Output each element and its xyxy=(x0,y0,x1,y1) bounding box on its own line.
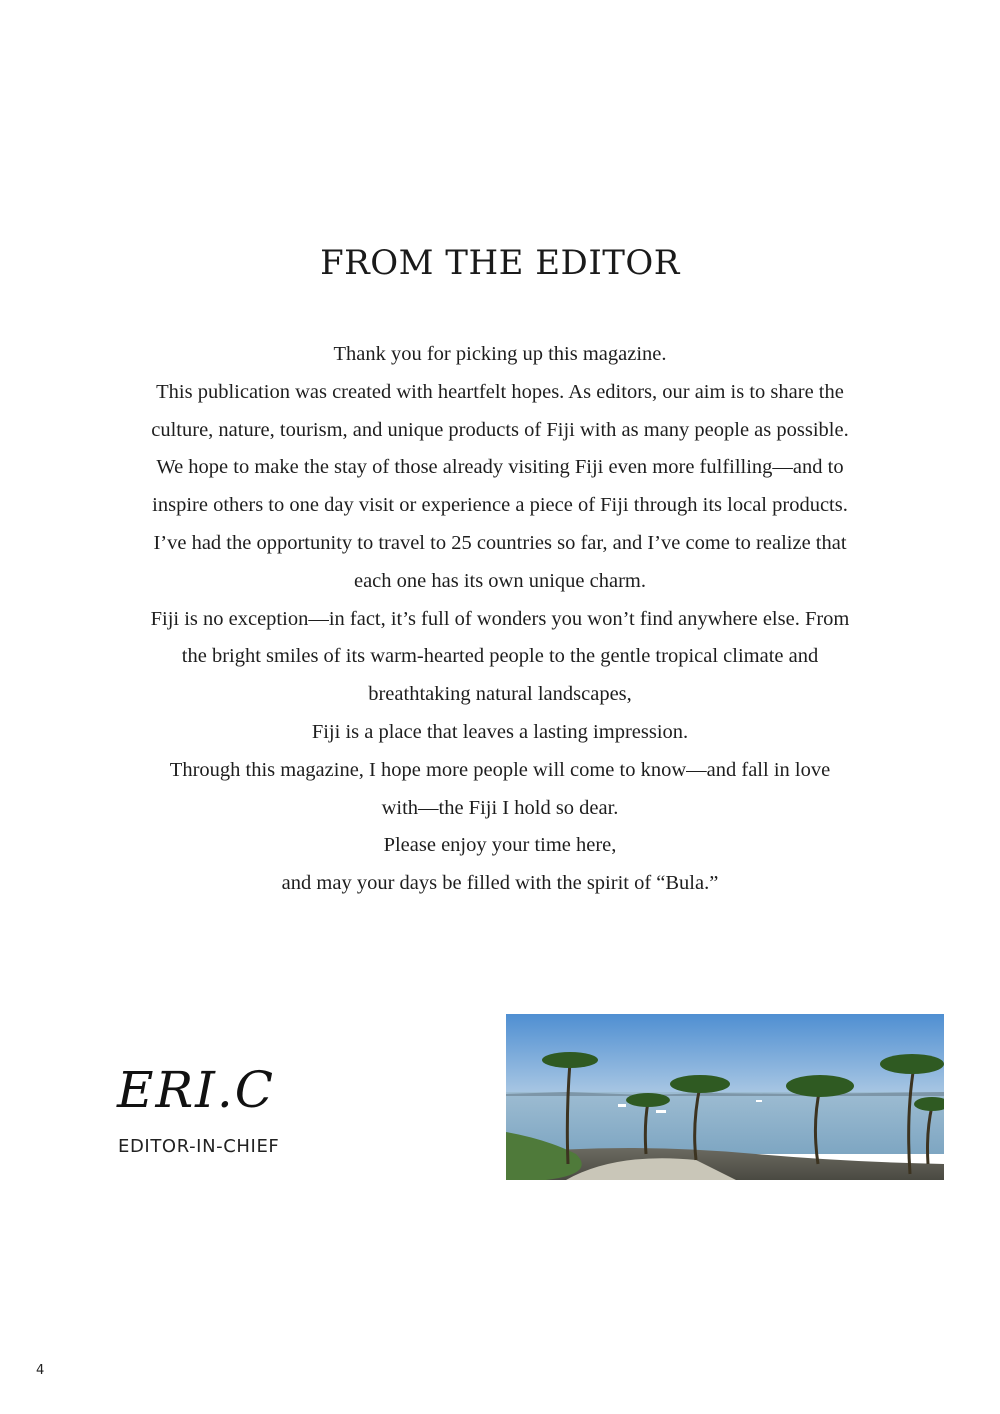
editor-role: EDITOR-IN-CHIEF xyxy=(118,1136,280,1157)
editor-signature: ERI.C xyxy=(117,1061,276,1119)
letter-paragraph: I’ve had the opportunity to travel to 25 countries so far, and I’ve come to realize that each one has its own unique charm. xyxy=(153,531,847,592)
beach-photo xyxy=(506,1014,944,1180)
letter-paragraph: Please enjoy your time here, xyxy=(383,834,617,857)
page-title: FROM THE EDITOR xyxy=(320,243,680,283)
editor-letter xyxy=(150,336,850,903)
letter-paragraph: Through this magazine, I hope more people will come to know—and fall in love with—the Fiji I hold so dear. xyxy=(169,758,831,819)
letter-paragraph: and may your days be filled with the spirit of “Bula.” xyxy=(281,872,719,895)
photo-sea xyxy=(506,1092,944,1154)
letter-paragraph: We hope to make the stay of those already visiting Fiji even more fulfilling—and to inspire others to one day visit or experience a piece of Fiji through its local products. xyxy=(152,456,848,517)
page-number: 4 xyxy=(36,1363,45,1378)
letter-paragraph: Fiji is no exception—in fact, it’s full of wonders you won’t find anywhere else. From the bright smiles of its warm-hearted people to the gentle tropical climate and breathtaking natural landscapes, xyxy=(150,607,850,706)
letter-paragraph: This publication was created with heartfelt hopes. As editors, our aim is to share the culture, nature, tourism, and unique products of Fiji with as many people as possible. xyxy=(151,380,849,441)
letter-paragraph: Fiji is a place that leaves a lasting impression. xyxy=(311,720,689,743)
letter-paragraph: Thank you for picking up this magazine. xyxy=(333,343,667,365)
